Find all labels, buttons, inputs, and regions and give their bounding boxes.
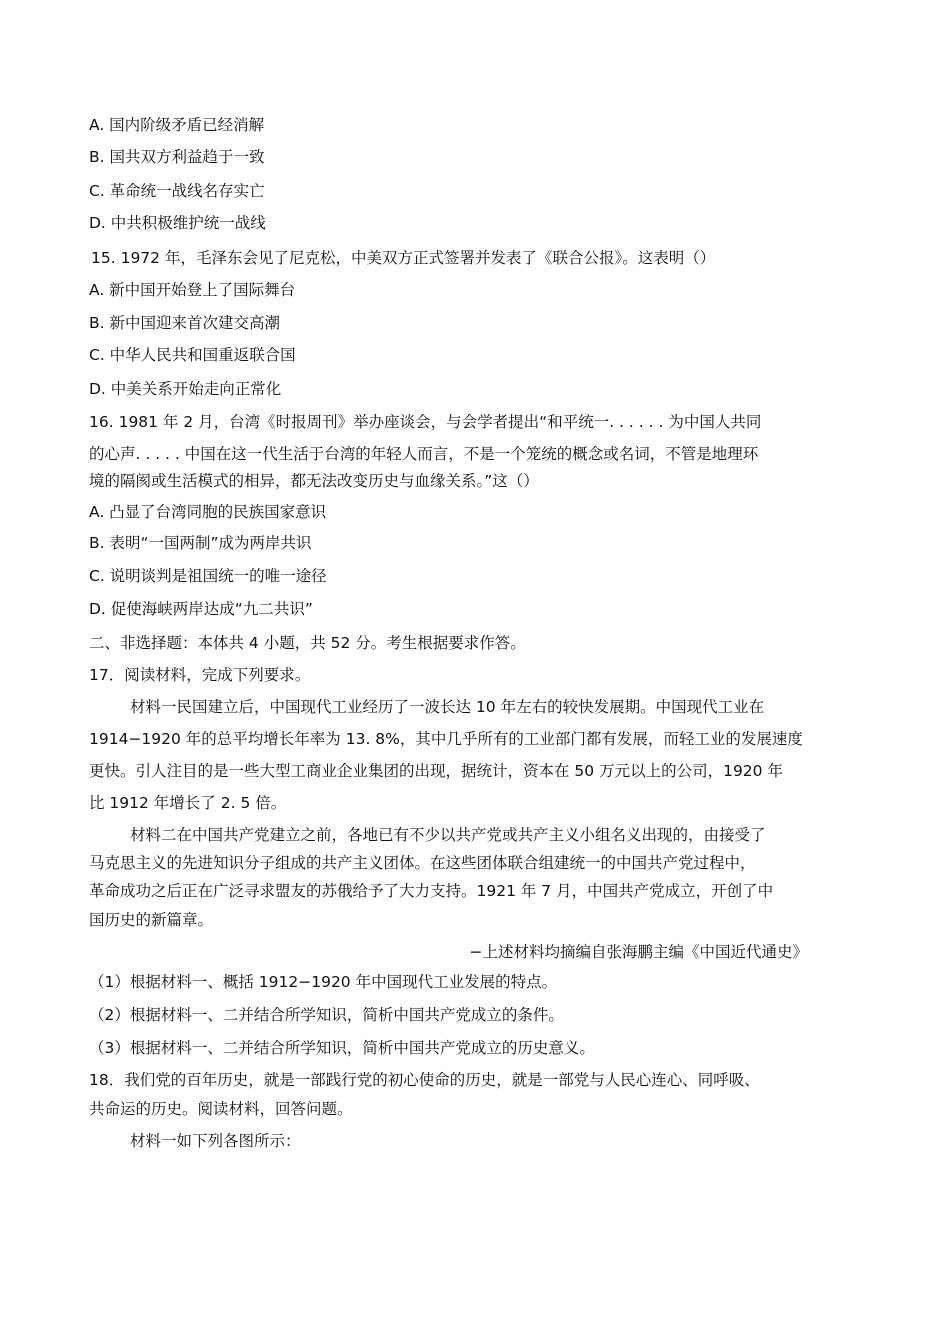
q17-stem: 17．阅读材料，完成下列要求。	[89, 666, 311, 684]
q18-stem-line: 共命运的历史。阅读材料，回答问题。	[89, 1100, 353, 1118]
q17-source: −上述材料均摘编自张海鹏主编《中国近代通史》	[469, 943, 808, 961]
q17-material1-line: 更快。引人注目的是一些大型工商业企业集团的出现，据统计，资本在 50 万元以上的公司，1920 年	[89, 762, 783, 780]
q15-option-b: B. 新中国迎来首次建交高潮	[89, 314, 280, 332]
q17-material2-line: 材料二在中国共产党建立之前，各地已有不少以共产党或共产主义小组名义出现的，由接受了	[130, 826, 766, 844]
q15-option-c: C. 中华人民共和国重返联合国	[89, 346, 296, 364]
q16-stem-line: 的心声. . . . . 中国在这一代生活于台湾的年轻人而言，不是一个笼统的概念或名词，不管是地理环	[89, 445, 759, 463]
q17-question-1: （1）根据材料一、概括 1912−1920 年中国现代工业发展的特点。	[89, 973, 558, 991]
q17-material2-line: 国历史的新篇章。	[89, 911, 214, 929]
q14-option-b: B. 国共双方利益趋于一致	[89, 148, 265, 166]
q16-stem-line: 境的隔阂或生活模式的相异，都无法改变历史与血缘关系。”这（）	[89, 472, 539, 490]
q17-question-2: （2）根据材料一、二并结合所学知识，简析中国共产党成立的条件。	[89, 1006, 564, 1024]
section2-heading: 二、非选择题：本体共 4 小题，共 52 分。考生根据要求作答。	[89, 634, 526, 652]
q17-question-3: （3）根据材料一、二并结合所学知识，简析中国共产党成立的历史意义。	[89, 1039, 595, 1057]
q17-material2-line: 马克思主义的先进知识分子组成的共产主义团体。在这些团体联合组建统一的中国共产党过程中，	[89, 854, 756, 872]
q14-option-d: D. 中共积极维护统一战线	[89, 214, 266, 232]
q16-option-a: A. 凸显了台湾同胞的民族国家意识	[89, 503, 327, 521]
q14-option-a: A. 国内阶级矛盾已经消解	[89, 116, 265, 134]
q15-option-a: A. 新中国开始登上了国际舞台	[89, 281, 296, 299]
q18-material1: 材料一如下列各图所示：	[130, 1132, 301, 1150]
q16-option-d: D. 促使海峡两岸达成“九二共识”	[89, 600, 313, 618]
q15-stem: 15. 1972 年，毛泽东会见了尼克松，中美双方正式签署并发表了《联合公报》。这表明（）	[91, 249, 716, 267]
q17-material1-line: 比 1912 年增长了 2. 5 倍。	[89, 794, 287, 812]
q16-stem-line: 16. 1981 年 2 月，台湾《时报周刊》举办座谈会，与会学者提出“和平统一. . . . . . 为中国人共同	[89, 413, 762, 431]
q18-stem-line: 18．我们党的百年历史，就是一部践行党的初心使命的历史，就是一部党与人民心连心、同呼吸、	[89, 1071, 760, 1089]
q16-option-c: C. 说明谈判是祖国统一的唯一途径	[89, 567, 327, 585]
q14-option-c: C. 革命统一战线名存实亡	[89, 182, 265, 200]
q17-material2-line: 革命成功之后正在广泛寻求盟友的苏俄给予了大力支持。1921 年 7 月，中国共产党成立，开创了中	[89, 882, 774, 900]
q16-option-b: B. 表明“一国两制”成为两岸共识	[89, 534, 312, 552]
q17-material1-line: 1914−1920 年的总平均增长年率为 13. 8%，其中几乎所有的工业部门都有发展，而轻工业的发展速度	[89, 730, 803, 748]
q17-material1-line: 材料一民国建立后，中国现代工业经历了一波长达 10 年左右的较快发展期。中国现代工业在	[130, 698, 765, 716]
q15-option-d: D. 中美关系开始走向正常化	[89, 380, 282, 398]
